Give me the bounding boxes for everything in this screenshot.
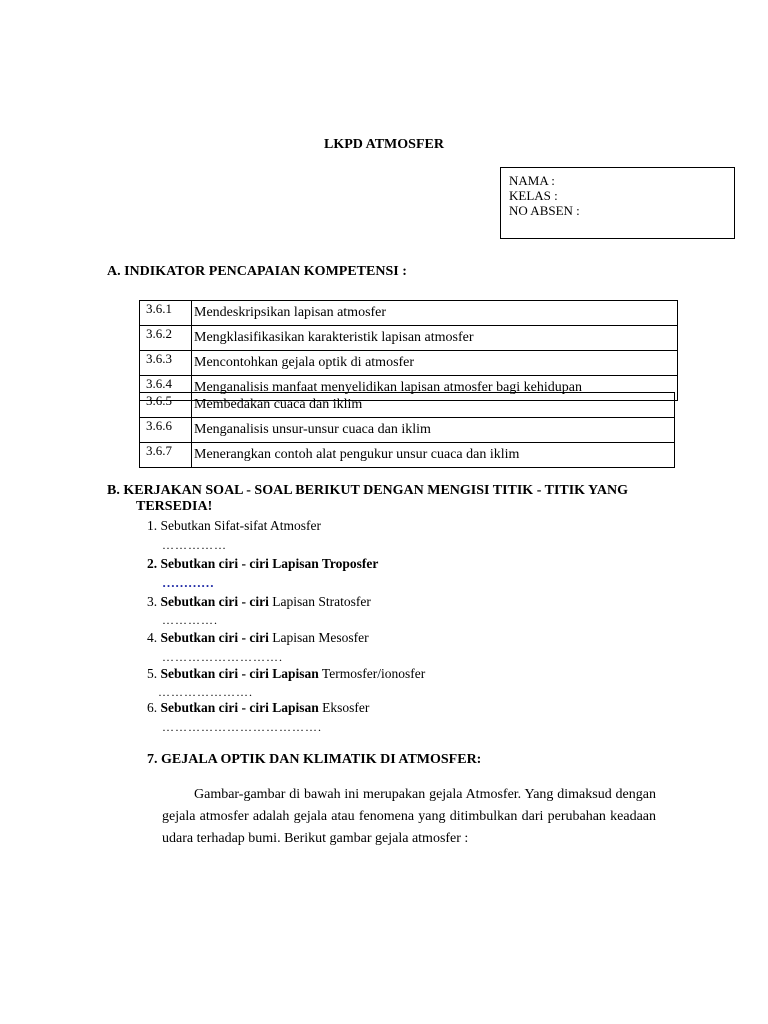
indicator-table-bottom (139, 392, 675, 468)
table-row (140, 443, 675, 468)
table-row (140, 301, 678, 326)
section-b-heading-line1: B. KERJAKAN SOAL - SOAL BERIKUT DENGAN MENGISI TITIK - TITIK YANG (107, 483, 628, 498)
indicator-text: Menganalisis unsur-unsur cuaca dan iklim (192, 418, 675, 443)
no-absen-label: NO ABSEN : (509, 203, 580, 218)
indicator-text: Mencontohkan gejala optik di atmosfer (192, 351, 678, 376)
question-4 (147, 630, 369, 646)
table-row (140, 351, 678, 376)
question-text: Sebutkan ciri - ciri Lapisan Troposfer (160, 556, 379, 571)
indicator-number: 3.6.7 (140, 443, 192, 468)
answer-dots-4[interactable]: ………………………. (162, 650, 283, 664)
question-number: 2. (147, 556, 158, 571)
question-bold-text: Sebutkan ciri - ciri (160, 630, 269, 645)
question-3 (147, 594, 371, 610)
answer-dots-6[interactable]: ………………………………. (162, 720, 322, 734)
section-7-heading: 7. GEJALA OPTIK DAN KLIMATIK DI ATMOSFER: (147, 752, 482, 767)
question-number: 3. (147, 594, 158, 609)
section-a-heading: A. INDIKATOR PENCAPAIAN KOMPETENSI : (107, 264, 407, 279)
question-5 (147, 666, 425, 682)
paragraph-text: Gambar-gambar di bawah ini merupakan gejala Atmosfer. Yang dimaksud dengan gejala atmosfer adalah gejala atau fenomena yang ditimbulkan dari perubahan keadaan udara terhadap bumi. Berikut gambar gejala atmosfer : (162, 787, 656, 846)
table-row (140, 326, 678, 351)
question-text: Lapisan Stratosfer (272, 594, 371, 609)
table-row (140, 393, 675, 418)
question-6 (147, 700, 369, 716)
student-identity-box (500, 167, 735, 239)
question-text: Sebutkan Sifat-sifat Atmosfer (160, 518, 321, 533)
kelas-label: KELAS : (509, 188, 558, 203)
answer-dots-3[interactable]: …………. (162, 613, 218, 627)
indicator-text: Menerangkan contoh alat pengukur unsur cuaca dan iklim (192, 443, 675, 468)
question-number: 6. (147, 700, 158, 715)
indicator-number: 3.6.6 (140, 418, 192, 443)
section-b-heading (107, 483, 727, 515)
question-bold-text: Sebutkan ciri - ciri (160, 594, 269, 609)
answer-dots-1[interactable]: …………… (162, 538, 227, 552)
question-text: Eksosfer (322, 700, 370, 715)
answer-dots-2[interactable]: ………… (162, 575, 214, 590)
section-b-heading-line2: TERSEDIA! (136, 499, 213, 514)
question-2 (147, 556, 378, 572)
document-title: LKPD ATMOSFER (324, 137, 444, 152)
question-text: Lapisan Mesosfer (272, 630, 369, 645)
indicator-number: 3.6.3 (140, 351, 192, 376)
answer-dots-5[interactable]: …………………. (158, 685, 253, 699)
indicator-number: 3.6.4 (140, 376, 192, 401)
question-number: 5. (147, 666, 158, 681)
indicator-text: Mendeskripsikan lapisan atmosfer (192, 301, 678, 326)
indicator-text: Mengklasifikasikan karakteristik lapisan atmosfer (192, 326, 678, 351)
indicator-number: 3.6.5 (140, 393, 192, 418)
indicator-table-top (139, 300, 678, 401)
table-row (140, 418, 675, 443)
question-1 (147, 518, 321, 534)
indicator-number: 3.6.1 (140, 301, 192, 326)
question-number: 1. (147, 518, 158, 533)
indicator-text: Membedakan cuaca dan iklim (192, 393, 675, 418)
question-bold-text: Sebutkan ciri - ciri Lapisan (160, 700, 319, 715)
indicator-number: 3.6.2 (140, 326, 192, 351)
question-bold-text: Sebutkan ciri - ciri Lapisan (160, 666, 319, 681)
question-number: 4. (147, 630, 158, 645)
nama-label: NAMA : (509, 173, 555, 188)
indicator-text: Menganalisis manfaat menyelidikan lapisan atmosfer bagi kehidupan (192, 376, 678, 401)
section-7-paragraph (162, 784, 656, 850)
question-text: Termosfer/ionosfer (321, 666, 426, 681)
